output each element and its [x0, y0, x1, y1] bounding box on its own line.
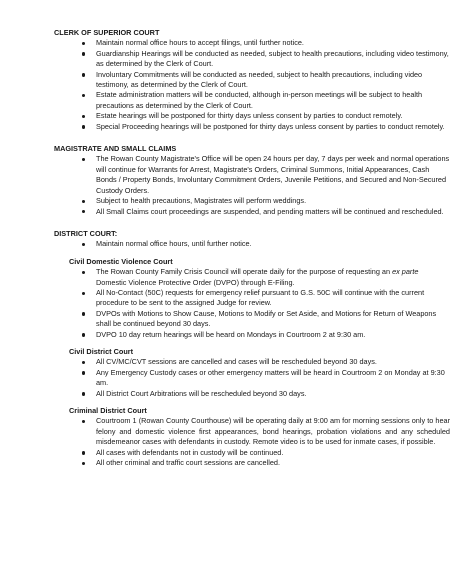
- item-text-part: The Rowan County Family Crisis Council will operate daily for the purpose of requesting an: [96, 267, 393, 277]
- list-item: All CV/MC/CVT sessions are cancelled and cases will be rescheduled beyond 30 days.: [96, 357, 450, 367]
- list-item: Estate hearings will be postponed for thirty days unless consent by parties to conduct remotely.: [96, 111, 450, 121]
- civil-heading: Civil District Court: [69, 346, 134, 356]
- district-list: [54, 239, 450, 249]
- criminal-heading: Criminal District Court: [69, 406, 147, 415]
- list-item: All other criminal and traffic court sessions are cancelled.: [96, 458, 450, 468]
- civil-list: [54, 357, 450, 399]
- list-item: Special Proceeding hearings will be postponed for thirty days unless consent by parties to conduct remotely.: [96, 122, 450, 132]
- criminal-list: [54, 416, 450, 468]
- domestic-list: [54, 267, 450, 340]
- item-italic-text: ex parte: [392, 267, 419, 277]
- list-item: Maintain normal office hours, until further notice.: [96, 239, 450, 249]
- list-item: Guardianship Hearings will be conducted as needed, subject to health precautions, including video testimony, as determined by the Clerk of Court.: [96, 48, 449, 69]
- list-item: All No-Contact (50C) requests for emergency relief pursuant to G.S. 50C will continue with the current procedure to be sent to the assigned Judge for review.: [96, 288, 450, 309]
- list-item: The Rowan County Magistrate's Office will be open 24 hours per day, 7 days per week and normal operations will continue for Warrants for Arrest, Magistrate's Orders, Criminal Summons, Initial Appearances, Cash Bonds / Property Bonds, Involuntary Commitment Orders, Juvenile Petitions, and Secured and Non-Secured Custody Orders.: [96, 154, 450, 195]
- magistrate-list: [54, 154, 450, 216]
- list-item: Any Emergency Custody cases or other emergency matters will be heard in Courtroom 2 on Monday at 9:30 am.: [96, 368, 450, 389]
- magistrate-heading: MAGISTRATE AND SMALL CLAIMS: [54, 144, 177, 154]
- list-item: All cases with defendants not in custody will be continued.: [96, 448, 450, 458]
- list-item: Involuntary Commitments will be conducted as needed, subject to health precautions, including video testimony, as determined by the Clerk of Court.: [96, 70, 450, 91]
- clerk-heading: CLERK OF SUPERIOR COURT: [54, 28, 160, 37]
- list-item: All Small Claims court proceedings are suspended, and pending matters will be continued and rescheduled.: [96, 207, 450, 217]
- list-item: DVPOs with Motions to Show Cause, Motions to Modify or Set Aside, and Motions for Return of Weapons shall be continued beyond 30 days.: [96, 309, 450, 330]
- list-item: [96, 267, 450, 288]
- domestic-heading: Civil Domestic Violence Court: [69, 256, 173, 266]
- list-item: DVPO 10 day return hearings will be heard on Mondays in Courtroom 2 at 9:30 am.: [96, 330, 450, 340]
- district-heading: DISTRICT COURT:: [54, 228, 118, 238]
- list-item: Maintain normal office hours to accept filings, until further notice.: [96, 38, 450, 48]
- list-item: Subject to health precautions, Magistrates will perform weddings.: [96, 196, 450, 206]
- clerk-list: [54, 38, 450, 132]
- item-text-part: Domestic Violence Protective Order (DVPO) through E-Filing.: [96, 277, 295, 287]
- list-item: Estate administration matters will be conducted, although in-person meetings will be subject to health precautions as determined by the Clerk of Court.: [96, 90, 450, 111]
- list-item: All District Court Arbitrations will be rescheduled beyond 30 days.: [96, 389, 450, 399]
- list-item: Courtroom 1 (Rowan County Courthouse) will be operating daily at 9:00 am for morning sessions only to hear felony and domestic violence first appearances, bond hearings, probation violations and any scheduled misdemeanor cases with defendants in custody. Remote video is to be used for inmate cases, if possible.: [96, 416, 450, 447]
